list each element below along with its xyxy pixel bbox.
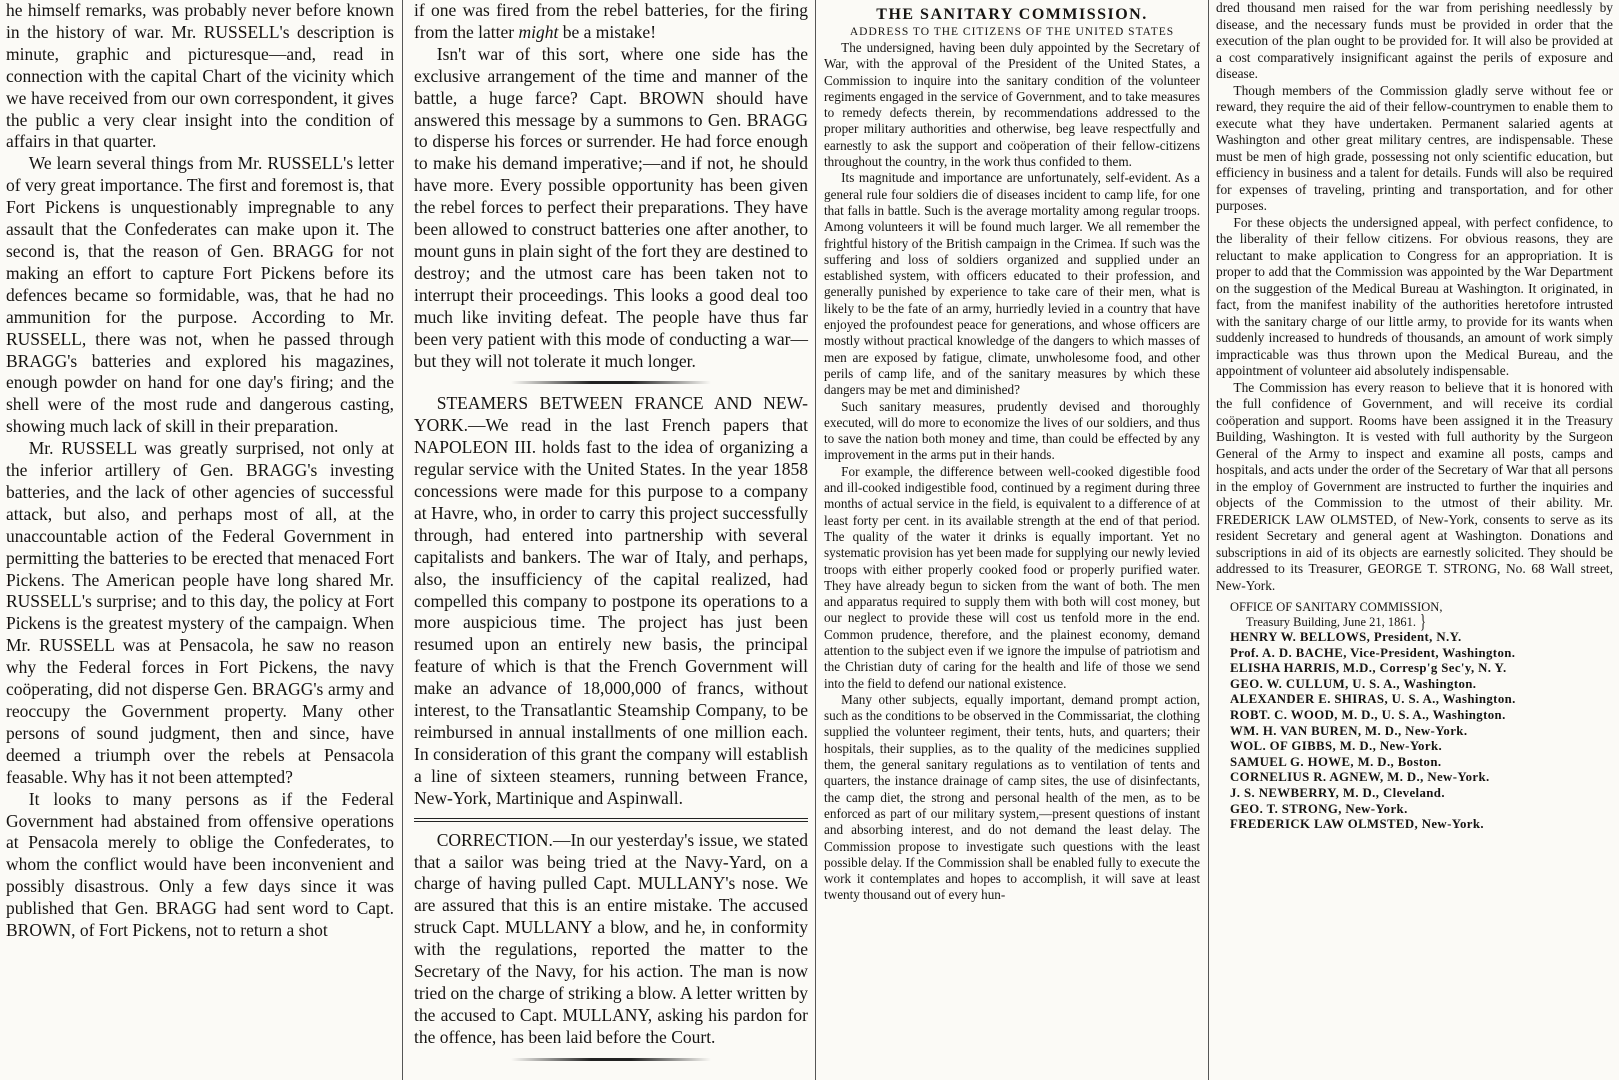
signatory: ROBT. C. WOOD, M. D., U. S. A., Washington.	[1230, 707, 1506, 722]
column-rule	[815, 0, 816, 1080]
column-3	[820, 0, 1204, 1080]
signatory: CORNELIUS R. AGNEW, M. D., New-York.	[1230, 770, 1490, 785]
italic-word: might	[518, 21, 559, 42]
article-paragraph: Isn't war of this sort, where one side has the exclusive arrangement of the time and manner of the battle, a huge farce? Capt. BROWN should have answered this message by a summons to Gen. BRAGG to disperse his forces or surrender. He had force enough to make his demand imperative;—and if not, he should have more. Every possible opportunity has been given the rebel forces to perfect their preparations. They have been allowed to construct batteries one after another, to mount guns in plain sight of the fort they are destined to destroy; and the utmost care has been taken not to interrupt their proceedings. This looks a good deal too much like inviting defeat. The people have thus far been very patient with this mode of conducting a war—but they will not tolerate it much longer.	[414, 43, 808, 371]
office-date	[1230, 610, 1613, 633]
article-paragraph: Many other subjects, equally important, demand prompt action, such as the conditions to be observed in the Commissariat, the clothing supplied the volunteer regiment, their tents, huts, and quarters; their hospitals, their supplies, as to the quality of the medicines supplied them, the general sanitary regulations as to ventilation of tents and quarters, the instance drainage of camp sites, the use of disinfectants, the camp diet, the strong and personal health of the men, as to be enforced as part of our military system,—present questions of instant and absorbing interest, and do not demand the least delay. The Commission propose to investigate such questions with the least possible delay. If the Commission shall be enabled fully to execute the work it contemplates and hopes to accomplish, it will save at least twenty thousand out of every hun-	[824, 691, 1200, 903]
correction-body: —In our yesterday's issue, we stated that a sailor was being tried at the Navy-Yard, on a charge of having pulled Capt. MULLANY's nose. We are assured that this is an entire mistake. The accused struck Capt. MULLANY a blow, and he, in conformity with the regulations, reported the matter to the Secretary of the Navy, for his action. The man is now tried on the charge of striking a blow. A letter written by the accused to Capt. MULLANY, asking his pardon for the offence, has been laid before the Court.	[414, 829, 808, 1047]
signatory-list	[1216, 630, 1613, 833]
signatory: ELISHA HARRIS, M.D., Corresp'g Sec'y, N. Y.	[1230, 661, 1507, 676]
column-2	[410, 0, 812, 1080]
correction-title: CORRECTION.	[436, 829, 553, 850]
signatory: Prof. A. D. BACHE, Vice-President, Washington.	[1230, 645, 1516, 660]
steamers-body: —We read in the last French papers that NAPOLEON III. holds fast to the idea of organizing a regular service with the United States. In the year 1858 concessions were made for this purpose to a company at Havre, who, in order to carry this project successfully through, had entered into partnership with several capitalists and bankers. The war of Italy, and perhaps, also, the insufficiency of the capital realized, had compelled this company to postpone its operations to a more auspicious time. The project has just been resumed upon an entirely new basis, the principal feature of which is that the French Government will make an advance of 18,000,000 of francs, without interest, to the Transatlantic Steamship Company, to be reimbursed in annual installments of one million each. In consideration of this grant the company will establish a line of sixteen steamers, running between France, New-York, Martinique and Aspinwall.	[414, 415, 808, 808]
signatory: GEO. T. STRONG, New-York.	[1230, 801, 1408, 816]
signatory: FREDERICK LAW OLMSTED, New-York.	[1230, 817, 1484, 832]
article-paragraph: For example, the difference between well-cooked digestible food and ill-cooked indigestible food, continued by a regiment during three months of actual service in the field, is equivalent to a difference of at least forty per cent. in its available strength at the end of that period. The quality of the water it drinks is equally important. Yet no systematic provision has yet been made for supplying our newly levied troops with either properly cooked food or properly purified water. They have already begun to sicken from the want of both. The men and apparatus required to supply them with both will cost money, but our neglect to provide these will cost us tenfold more in the end. Common prudence, therefore, and the plainest economy, demand attention to the subject even if we ignore the impulse of patriotism and the Christian duty of caring for the health and life of those we send into the field to defend our national existence.	[824, 463, 1200, 691]
article-paragraph: Though members of the Commission gladly serve without fee or reward, they require the aid of their fellow-countrymen to enable them to execute what they have undertaken. Permanent salaried agents at Washington and other great military centres, are indispensable. These must be men of high grade, possessing not only scientific education, but efficiency in business and a talent for details. Funds will also be required for expenses of traveling, printing and transportation, and for other purposes.	[1216, 82, 1613, 213]
article-paragraph: It looks to many persons as if the Federal Government had abstained from offensive operations at Pensacola merely to oblige the Confederates, to whom the conflict would have been inconvenient and possibly disastrous. Only a few days since it was published that Gen. BRAGG had sent word to Capt. BROWN, of Fort Pickens, not to return a shot	[6, 788, 394, 941]
office-dateline	[1216, 600, 1613, 633]
signatory: WOL. OF GIBBS, M. D., New-York.	[1230, 739, 1443, 754]
article-paragraph: We learn several things from Mr. RUSSELL's letter of very great importance. The first and foremost is, that Fort Pickens is unquestionably impregnable to any assault that the Confederates can make upon it. The second is, that the reason of Gen. BRAGG for not making an effort to capture Fort Pickens before its defences became so formidable, was, that he had no ammunition for the purpose. According to Mr. RUSSELL, there was not, when he passed through BRAGG's batteries and explored his magazines, enough powder on hand for one day's firing; and the shell were of the most rude and dangerous casting, showing much lack of skill in their preparation.	[6, 153, 394, 437]
signatory: WM. H. VAN BUREN, M. D., New-York.	[1230, 723, 1468, 738]
article-paragraph: The Commission has every reason to believe that it is honored with the full confidence of Government, and will receive its cordial coöperation and support. Rooms have been assigned it in the Treasury Building, Washington. It is vested with full authority by the Surgeon General of the Army to inspect and examine all posts, camps and hospitals, and acts under the order of the Secretary of War that all persons in the employ of Government are instructed to further the inquiries and objects of the Commission to the utmost of their ability. Mr. FREDERICK LAW OLMSTED, of New-York, consents to serve as its resident Secretary and general agent at Washington. Donations and subscriptions in aid of its objects are earnestly solicited. They should be addressed to its Treasurer, GEORGE T. STRONG, No. 68 Wall street, New-York.	[1216, 379, 1613, 593]
article-paragraph: dred thousand men raised for the war from perishing needlessly by disease, and the necessary funds must be provided in order that the execution of the plan ought to be provided for. It will also be provided at a cost comparatively insignificant against the perils of exposure and disease.	[1216, 0, 1613, 81]
article-paragraph: Mr. RUSSELL was greatly surprised, not only at the inferior artillery of Gen. BRAGG's investing batteries, and the lack of other agencies of successful attack, but also, and perhaps most of all, at the unaccountable action of the Federal Government in permitting the batteries to be erected that menaced Fort Pickens. The American people have long shared Mr. RUSSELL's surprise; and to this day, the policy at Fort Pickens is the greatest mystery of the campaign. When Mr. RUSSELL was at Pensacola, he saw no reason why the Federal forces in Fort Pickens, the navy coöperating, did not disperse Gen. BRAGG's army and reoccupy the Government property. Many other persons of sound judgment, then and since, have deemed a triumph over the rebels at Pensacola feasable. Why has it not been attempted?	[6, 438, 394, 787]
signatory: SAMUEL G. HOWE, M. D., Boston.	[1230, 754, 1442, 769]
text-run: be a mistake!	[558, 21, 657, 42]
article-paragraph: Its magnitude and importance are unfortunately, self-evident. As a general rule four soldiers die of diseases incident to camp life, for one that falls in battle. Such is the average mortality among regular troops. Among volunteers it will be found much larger. We all remember the frightful history of the British campaign in the Crimea. If such was the suffering and loss of soldiers organized and supplied under an established system, with officers educated to their profession, and generally punished by experience to take care of their men, what is likely to be the fate of an army, hurriedly levied in a country that have enjoyed the profoundest peace for generations, and whose officers are mostly without practical knowledge of the dangers to which masses of men are exposed by fatigue, climate, unwholesome food, and other perils of camp life, and of the sanitary measures by which these dangers may be met and diminished?	[824, 170, 1200, 398]
text-run: if one was fired from the rebel batteries, for the firing from the latter	[414, 0, 808, 42]
steamers-title: STEAMERS BETWEEN FRANCE AND NEW-YORK.	[414, 393, 808, 436]
section-divider	[511, 381, 711, 384]
column-rule	[1208, 0, 1209, 1080]
article-paragraph	[414, 0, 808, 44]
article-paragraph: Such sanitary measures, prudently devised and thoroughly executed, will do more to economize the lives of our soldiers, and thus to save the nation both money and time, than could be effected by any improvement in the arms put in their hands.	[824, 398, 1200, 463]
article-subheading: ADDRESS TO THE CITIZENS OF THE UNITED STATES	[849, 26, 1175, 38]
signatory: GEO. W. CULLUM, U. S. A., Washington.	[1230, 676, 1477, 691]
article-paragraph: For these objects the undersigned appeal, with perfect confidence, to the liberality of their fellow citizens. For obvious reasons, they are reluctant to make application to Congress for an appropriation. It is proper to add that the Commission was appointed by the War Department on the suggestion of the Medical Bureau at Washington. It originated, in fact, from the manifest inability of the authorities heretofore intrusted with the sanitary charge of our little army, to provide for its wants when suddenly increased to hundreds of thousands, an amount of work simply impracticable was thus thrown upon the Medical Bureau, and the appointment of volunteer aid absolutely indispensable.	[1216, 214, 1613, 378]
bracket-glyph: }	[1420, 610, 1427, 633]
article-heading: THE SANITARY COMMISSION.	[876, 6, 1148, 23]
section-divider	[414, 818, 808, 822]
column-4	[1212, 0, 1617, 1080]
signatory: HENRY W. BELLOWS, President, N.Y.	[1230, 630, 1462, 644]
article-paragraph: The undersigned, having been duly appointed by the Secretary of War, with the approval of the President of the United States, a Commission to inquire into the sanitary condition of the volunteer regiments engaged in the service of Government, and to take measures to remedy defects therein, by recommendations addressed to the proper military authorities and otherwise, beg leave respectfully and earnestly to ask the support and coöperation of their fellow-citizens throughout the country, in the work thus confided to them.	[824, 40, 1200, 170]
office-name: OFFICE OF SANITARY COMMISSION,	[1230, 600, 1443, 614]
column-rule	[402, 0, 403, 1080]
article-paragraph: he himself remarks, was probably never before known in the history of war. Mr. RUSSELL's description is minute, graphic and picturesque—and, read in connection with the capital Chart of the vicinity which we have received from our own correspondent, it gives the public a very clear insight into the condition of affairs in that quarter.	[6, 0, 394, 152]
office-date-text: Treasury Building, June 21, 1861.	[1246, 615, 1417, 629]
signatory: J. S. NEWBERRY, M. D., Cleveland.	[1230, 785, 1445, 800]
section-divider	[511, 1058, 711, 1061]
column-1	[4, 0, 398, 1080]
signatory: ALEXANDER E. SHIRAS, U. S. A., Washington.	[1230, 692, 1516, 707]
steamers-article	[414, 393, 808, 809]
correction-article	[414, 830, 808, 1049]
